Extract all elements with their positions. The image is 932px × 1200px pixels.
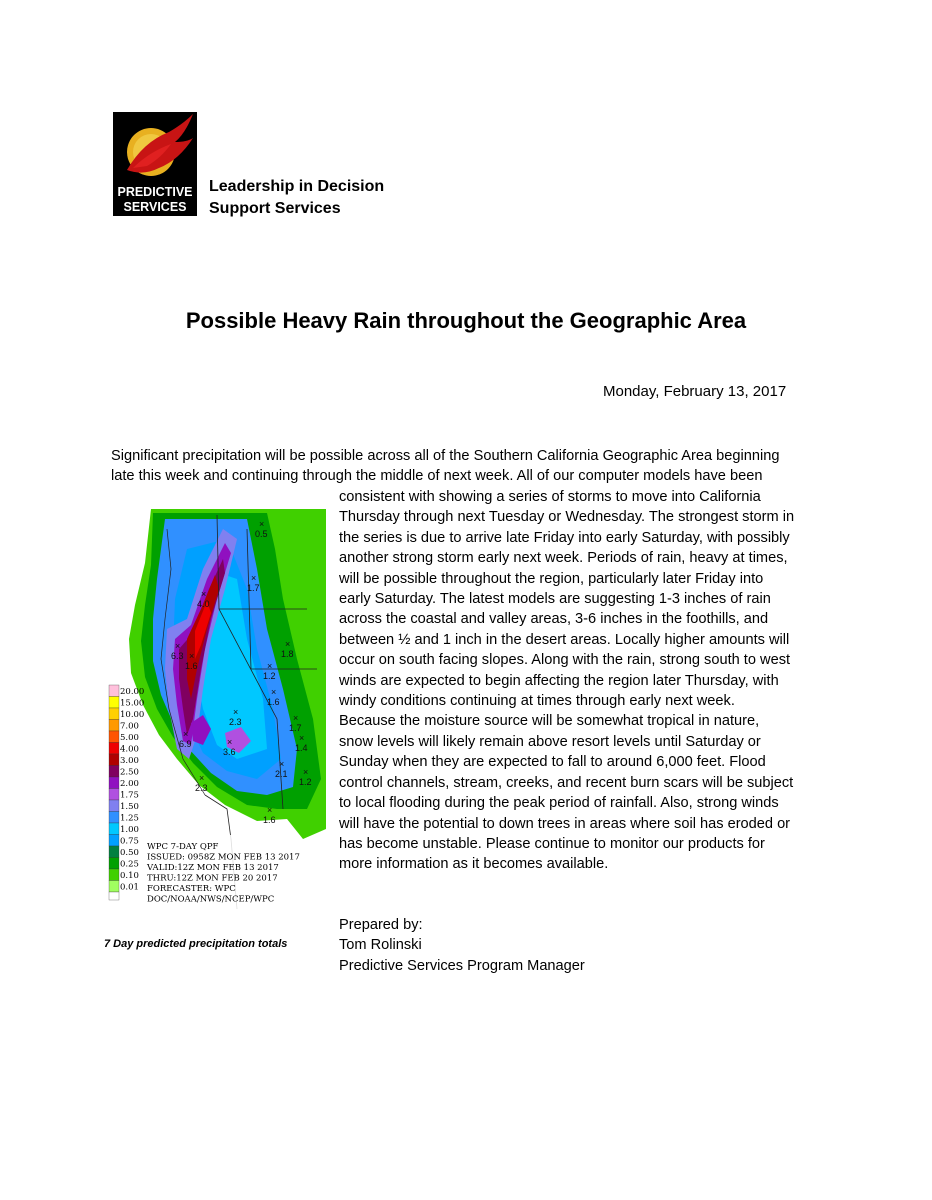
map-marker-value: 1.4	[295, 743, 308, 753]
map-marker-x: ×	[259, 519, 265, 529]
legend-label: 4.00	[120, 744, 139, 755]
body-line: another strong storm early next week. Periods of rain, heavy at times,	[339, 550, 788, 567]
map-marker-value: 4.0	[197, 599, 210, 609]
map-marker-x: ×	[183, 729, 189, 739]
map-marker-x: ×	[271, 687, 277, 697]
intro-line: Significant precipitation will be possible across all of the Southern California Geographic Area beginning	[111, 448, 780, 464]
body-line: will have the potential to down trees in areas where soil has eroded or	[339, 815, 791, 832]
body-line: consistent with showing a series of storms to move into California	[339, 489, 761, 505]
predictive-services-logo	[113, 112, 197, 216]
info-line: DOC/NOAA/NWS/NCEP/WPC	[147, 894, 275, 905]
page-title: Possible Heavy Rain throughout the Geographic Area	[185, 308, 747, 333]
map-marker-value: 2.3	[229, 717, 242, 727]
body-line: Because the moisture source will be somewhat tropical in nature,	[339, 713, 760, 730]
legend-swatch	[109, 823, 119, 835]
map-marker-value: 6.3	[171, 651, 184, 661]
map-marker-value: 0.5	[255, 529, 268, 539]
legend-label: 0.25	[120, 859, 139, 870]
legend-swatch	[109, 812, 119, 824]
legend-swatch	[109, 731, 119, 743]
logo-line2: SERVICES	[123, 200, 187, 214]
info-line: ISSUED: 0958Z MON FEB 13 2017	[147, 852, 300, 863]
author-name: Tom Rolinski	[339, 937, 422, 954]
body-line: between ½ and 1 inch in the desert areas. Locally higher amounts will	[339, 631, 790, 648]
legend-swatch	[109, 685, 119, 697]
legend-label: 1.75	[120, 790, 139, 801]
map-marker-x: ×	[267, 661, 273, 671]
map-marker-value: 1.2	[299, 777, 312, 787]
map-marker-x: ×	[227, 737, 233, 747]
map-marker-value: 1.2	[263, 671, 276, 681]
legend-swatch	[109, 720, 119, 732]
map-marker-x: ×	[233, 707, 239, 717]
legend-swatch	[109, 892, 119, 900]
legend-label: 5.00	[120, 733, 139, 743]
map-marker-x: ×	[267, 805, 273, 815]
legend-label: 0.50	[120, 848, 139, 858]
map-marker-value: 3.6	[223, 747, 236, 757]
legend-label: 2.50	[120, 767, 139, 778]
map-marker-x: ×	[189, 651, 195, 661]
map-marker-x: ×	[299, 733, 305, 743]
legend-swatch	[109, 789, 119, 801]
map-marker-value: 1.6	[185, 661, 198, 671]
map-marker-x: ×	[175, 641, 181, 651]
body-line: snow levels will likely remain above resort levels until Saturday or	[339, 733, 761, 750]
legend-swatch	[109, 777, 119, 789]
legend-swatch	[109, 708, 119, 720]
legend-swatch	[109, 881, 119, 893]
info-line: THRU:12Z MON FEB 20 2017	[147, 873, 278, 884]
map-marker-x: ×	[201, 589, 207, 599]
body-paragraph	[339, 487, 829, 875]
body-line: early Saturday. The latest models are suggesting 1-3 inches of rain	[339, 591, 771, 608]
legend-label: 3.00	[120, 756, 139, 766]
map-marker-value: 1.7	[247, 583, 260, 593]
map-info-box	[143, 835, 300, 917]
prepared-by-label: Prepared by:	[339, 917, 423, 933]
body-line: the series is due to arrive late Friday into early Saturday, with possibly	[339, 529, 790, 546]
map-marker-value: 2.3	[195, 783, 208, 793]
legend-swatch	[109, 766, 119, 778]
legend-label: 0.01	[120, 882, 139, 893]
body-line: windy conditions continuing at times through early next week.	[339, 693, 735, 710]
intro-paragraph	[111, 446, 831, 487]
map-marker-x: ×	[293, 713, 299, 723]
legend-swatch	[109, 697, 119, 709]
legend-label: 2.00	[120, 779, 139, 789]
signoff	[339, 915, 585, 976]
info-line: WPC 7-DAY QPF	[147, 842, 219, 852]
legend-swatch	[109, 754, 119, 766]
body-line: Sunday when they are expected to fall to around 6,000 feet. Flood	[339, 754, 766, 771]
precipitation-map	[107, 509, 326, 923]
legend-label: 0.75	[120, 836, 139, 847]
intro-line: late this week and continuing through the middle of next week. All of our computer models have been	[111, 468, 763, 485]
map-marker-value: 1.6	[263, 815, 276, 825]
map-marker-x: ×	[285, 639, 291, 649]
body-line: more information as it becomes available.	[339, 856, 609, 873]
body-line: to local flooding during the peak period of rainfall. Also, strong winds	[339, 795, 779, 812]
legend-label: 10.00	[120, 710, 145, 720]
map-marker-x: ×	[199, 773, 205, 783]
body-line: winds are expected to begin affecting the region later Thursday, with	[339, 672, 779, 689]
legend-label: 1.50	[120, 802, 139, 812]
body-line: control channels, stream, creeks, and recent burn scars will be subject	[339, 774, 794, 791]
author-role: Predictive Services Program Manager	[339, 957, 585, 974]
info-line: VALID:12Z MON FEB 13 2017	[147, 863, 279, 873]
legend-label: 15.00	[120, 698, 145, 709]
map-marker-value: 6.9	[179, 739, 192, 749]
body-line: has become unstable. Please continue to monitor our products for	[339, 835, 765, 852]
map-marker-x: ×	[279, 759, 285, 769]
legend-swatch	[109, 869, 119, 881]
legend-label: 7.00	[120, 721, 139, 732]
body-line: across the coastal and valley areas, 3-6 inches in the foothills, and	[339, 611, 769, 628]
map-marker-value: 1.7	[289, 723, 302, 733]
document-date: Monday, February 13, 2017	[603, 383, 787, 400]
legend-label: 0.10	[120, 871, 139, 881]
map-marker-value: 2.1	[275, 769, 288, 779]
map-marker-x: ×	[303, 767, 309, 777]
map-marker-x: ×	[251, 573, 257, 583]
legend-swatch	[109, 835, 119, 847]
map-marker-value: 1.6	[267, 697, 280, 707]
body-line: occur on south facing slopes. Along with the rain, strong south to west	[339, 652, 791, 669]
body-line: will be possible throughout the region, particularly later Friday into	[339, 570, 764, 587]
legend-swatch	[109, 846, 119, 858]
legend-swatch	[109, 800, 119, 812]
legend-swatch	[109, 743, 119, 755]
tagline-line2: Support Services	[209, 200, 341, 217]
legend-label: 20.00	[120, 687, 145, 697]
map-marker-value: 1.8	[281, 649, 294, 659]
map-caption: 7 Day predicted precipitation totals	[104, 938, 288, 950]
info-line: FORECASTER: WPC	[147, 884, 236, 894]
tagline-line1: Leadership in Decision	[209, 178, 385, 195]
legend-label: 1.00	[120, 825, 139, 835]
tagline	[209, 176, 384, 220]
legend-label: 1.25	[120, 813, 139, 824]
logo-line1: PREDICTIVE	[117, 185, 193, 199]
body-line: Thursday through next Tuesday or Wednesday. The strongest storm in	[339, 509, 795, 526]
legend-swatch	[109, 858, 119, 870]
